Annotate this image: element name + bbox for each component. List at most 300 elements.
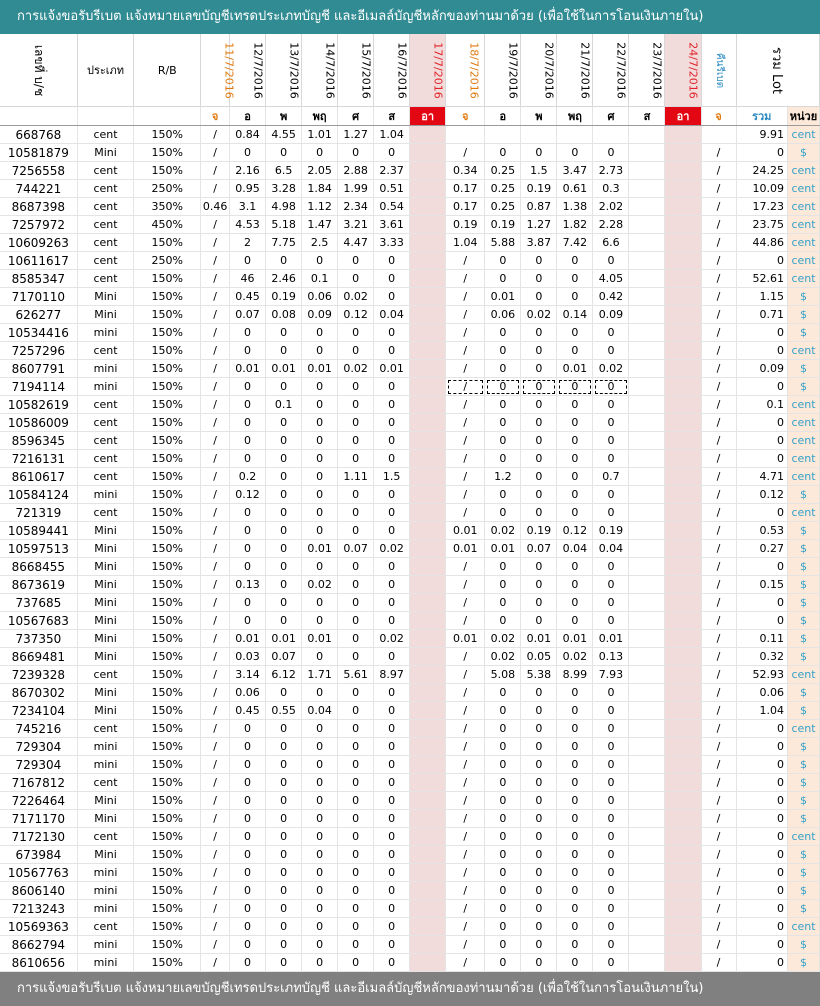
lot-cell[interactable]: 0.01 <box>266 360 302 378</box>
lot-cell[interactable]: 4.55 <box>266 126 302 144</box>
lot-cell[interactable]: 0 <box>485 504 521 522</box>
lot-cell[interactable] <box>629 774 665 792</box>
lot-cell[interactable]: 0.02 <box>485 648 521 666</box>
rebate-percent-cell[interactable]: 150% <box>134 630 201 648</box>
unit-cell[interactable]: $ <box>787 288 819 306</box>
lot-cell[interactable]: 0 <box>557 450 593 468</box>
lot-cell[interactable]: 0.06 <box>485 306 521 324</box>
lot-cell[interactable]: 2.34 <box>338 198 374 216</box>
date-header-10[interactable] <box>521 34 557 107</box>
lot-cell[interactable]: 0 <box>521 270 557 288</box>
lot-cell[interactable] <box>410 954 446 972</box>
total-lot-cell[interactable]: 0 <box>736 936 787 954</box>
lot-cell[interactable]: 0 <box>302 522 338 540</box>
lot-cell[interactable]: 0 <box>302 414 338 432</box>
unit-cell[interactable]: cent <box>787 234 819 252</box>
lot-cell[interactable]: 0.02 <box>485 522 521 540</box>
lot-cell[interactable]: 0 <box>374 270 410 288</box>
lot-cell[interactable]: 0 <box>557 594 593 612</box>
account-type-cell[interactable]: mini <box>77 900 134 918</box>
lot-cell[interactable] <box>665 360 701 378</box>
lot-cell[interactable]: 0 <box>593 504 629 522</box>
total-lot-cell[interactable]: 23.75 <box>736 216 787 234</box>
unit-cell[interactable]: $ <box>787 810 819 828</box>
lot-cell[interactable]: 0 <box>374 702 410 720</box>
lot-cell[interactable]: 0 <box>557 486 593 504</box>
lot-cell[interactable]: / <box>446 774 485 792</box>
lot-cell[interactable] <box>629 324 665 342</box>
lot-cell[interactable]: 0 <box>593 792 629 810</box>
unit-cell[interactable]: $ <box>787 648 819 666</box>
lot-cell[interactable]: 7.75 <box>266 234 302 252</box>
lot-cell[interactable]: 1.82 <box>557 216 593 234</box>
lot-cell[interactable] <box>629 792 665 810</box>
lot-cell[interactable]: 0 <box>230 900 266 918</box>
lot-cell[interactable] <box>410 270 446 288</box>
lot-cell[interactable]: 0 <box>338 342 374 360</box>
lot-cell[interactable] <box>410 882 446 900</box>
lot-cell[interactable]: / <box>201 612 230 630</box>
lot-cell[interactable]: 5.61 <box>338 666 374 684</box>
account-number-cell[interactable]: 7172130 <box>0 828 77 846</box>
lot-cell[interactable]: / <box>201 792 230 810</box>
total-lot-cell[interactable]: 0 <box>736 252 787 270</box>
unit-cell[interactable]: $ <box>787 540 819 558</box>
lot-cell[interactable]: 0 <box>485 846 521 864</box>
account-type-cell[interactable]: Mini <box>77 306 134 324</box>
lot-cell[interactable]: / <box>701 882 736 900</box>
total-lot-cell[interactable]: 1.15 <box>736 288 787 306</box>
lot-cell[interactable]: 0 <box>338 576 374 594</box>
unit-cell[interactable]: $ <box>787 738 819 756</box>
lot-cell[interactable]: / <box>201 702 230 720</box>
lot-cell[interactable]: 0 <box>302 648 338 666</box>
account-type-cell[interactable]: Mini <box>77 648 134 666</box>
account-type-cell[interactable]: cent <box>77 720 134 738</box>
lot-cell[interactable]: / <box>201 918 230 936</box>
unit-cell[interactable]: cent <box>787 666 819 684</box>
account-number-cell[interactable]: 10584124 <box>0 486 77 504</box>
lot-cell[interactable]: 0 <box>230 774 266 792</box>
lot-cell[interactable]: 0.13 <box>230 576 266 594</box>
lot-cell[interactable] <box>665 936 701 954</box>
lot-cell[interactable]: 0 <box>230 396 266 414</box>
table-row[interactable] <box>0 954 820 972</box>
account-type-cell[interactable]: cent <box>77 234 134 252</box>
account-number-cell[interactable]: 7171170 <box>0 810 77 828</box>
lot-cell[interactable]: / <box>701 324 736 342</box>
lot-cell[interactable] <box>665 252 701 270</box>
table-row[interactable] <box>0 756 820 774</box>
rebate-percent-cell[interactable]: 150% <box>134 738 201 756</box>
lot-cell[interactable] <box>629 504 665 522</box>
lot-cell[interactable]: 0 <box>374 324 410 342</box>
lot-cell[interactable] <box>629 648 665 666</box>
lot-cell[interactable]: 0 <box>374 486 410 504</box>
lot-cell[interactable]: / <box>446 900 485 918</box>
lot-cell[interactable] <box>629 450 665 468</box>
lot-cell[interactable]: 0 <box>302 432 338 450</box>
total-lot-cell[interactable]: 0.1 <box>736 396 787 414</box>
rebate-percent-cell[interactable]: 150% <box>134 576 201 594</box>
lot-cell[interactable]: 0 <box>230 522 266 540</box>
lot-cell[interactable]: 0.45 <box>230 288 266 306</box>
account-number-cell[interactable]: 7194114 <box>0 378 77 396</box>
lot-cell[interactable]: 0 <box>302 738 338 756</box>
lot-cell[interactable] <box>665 270 701 288</box>
lot-cell[interactable]: 0 <box>338 414 374 432</box>
lot-cell[interactable]: 3.28 <box>266 180 302 198</box>
lot-cell[interactable]: 0 <box>266 414 302 432</box>
date-header-5[interactable] <box>338 34 374 107</box>
lot-cell[interactable] <box>410 702 446 720</box>
lot-cell[interactable]: 0 <box>374 792 410 810</box>
lot-cell[interactable]: 0 <box>266 468 302 486</box>
lot-cell[interactable]: / <box>201 954 230 972</box>
lot-cell[interactable]: / <box>201 270 230 288</box>
lot-cell[interactable]: 2.28 <box>593 216 629 234</box>
lot-cell[interactable]: / <box>201 648 230 666</box>
lot-cell[interactable]: / <box>446 558 485 576</box>
lot-cell[interactable]: / <box>446 612 485 630</box>
account-header[interactable]: เลขที่ บ/ช <box>0 34 77 107</box>
lot-cell[interactable]: 3.87 <box>521 234 557 252</box>
total-lot-cell[interactable]: 0.71 <box>736 306 787 324</box>
lot-cell[interactable] <box>629 756 665 774</box>
unit-cell[interactable]: cent <box>787 252 819 270</box>
account-number-cell[interactable]: 10582619 <box>0 396 77 414</box>
lot-cell[interactable]: 0 <box>230 342 266 360</box>
table-row[interactable] <box>0 900 820 918</box>
account-type-cell[interactable]: Mini <box>77 522 134 540</box>
table-row[interactable] <box>0 198 820 216</box>
unit-cell[interactable]: $ <box>787 954 819 972</box>
lot-cell[interactable] <box>410 162 446 180</box>
lot-cell[interactable] <box>629 252 665 270</box>
lot-cell[interactable]: 0 <box>557 792 593 810</box>
lot-cell[interactable]: 0 <box>593 450 629 468</box>
lot-cell[interactable]: 0 <box>230 954 266 972</box>
lot-cell[interactable]: 0 <box>302 486 338 504</box>
total-lot-cell[interactable]: 0 <box>736 882 787 900</box>
lot-cell[interactable]: 0 <box>338 594 374 612</box>
table-row[interactable] <box>0 468 820 486</box>
rebate-percent-cell[interactable]: 150% <box>134 486 201 504</box>
total-lot-cell[interactable]: 0.12 <box>736 486 787 504</box>
account-number-cell[interactable]: 10589441 <box>0 522 77 540</box>
lot-cell[interactable]: 0 <box>302 594 338 612</box>
lot-cell[interactable]: 0 <box>338 774 374 792</box>
lot-cell[interactable]: 0 <box>593 720 629 738</box>
lot-cell[interactable]: 0 <box>374 288 410 306</box>
lot-cell[interactable]: 0 <box>521 900 557 918</box>
lot-cell[interactable] <box>410 936 446 954</box>
lot-cell[interactable]: 0 <box>338 378 374 396</box>
lot-cell[interactable]: 0 <box>266 612 302 630</box>
unit-cell[interactable]: cent <box>787 414 819 432</box>
account-type-cell[interactable]: mini <box>77 864 134 882</box>
lot-cell[interactable]: 0.07 <box>230 306 266 324</box>
lot-cell[interactable]: 4.98 <box>266 198 302 216</box>
lot-cell[interactable] <box>665 594 701 612</box>
lot-cell[interactable]: 0 <box>302 378 338 396</box>
lot-cell[interactable]: 0 <box>302 252 338 270</box>
lot-cell[interactable]: 0 <box>374 774 410 792</box>
lot-cell[interactable] <box>629 576 665 594</box>
total-lot-cell[interactable]: 4.71 <box>736 468 787 486</box>
lot-cell[interactable] <box>665 234 701 252</box>
lot-cell[interactable]: 0 <box>521 252 557 270</box>
lot-cell[interactable]: 0 <box>230 846 266 864</box>
total-lot-cell[interactable]: 0 <box>736 900 787 918</box>
lot-cell[interactable]: / <box>201 378 230 396</box>
lot-cell[interactable]: / <box>446 144 485 162</box>
unit-cell[interactable]: $ <box>787 306 819 324</box>
total-lot-cell[interactable]: 0.53 <box>736 522 787 540</box>
lot-cell[interactable]: 0.61 <box>557 180 593 198</box>
lot-cell[interactable] <box>410 180 446 198</box>
lot-cell[interactable]: 0 <box>521 360 557 378</box>
lot-cell[interactable] <box>665 486 701 504</box>
table-row[interactable] <box>0 486 820 504</box>
lot-cell[interactable]: 0.04 <box>374 306 410 324</box>
lot-cell[interactable]: 0 <box>230 558 266 576</box>
lot-cell[interactable]: 0 <box>374 594 410 612</box>
lot-cell[interactable]: / <box>201 900 230 918</box>
lot-cell[interactable]: 0 <box>302 936 338 954</box>
lot-cell[interactable]: / <box>701 198 736 216</box>
lot-cell[interactable]: 0.19 <box>266 288 302 306</box>
table-row[interactable] <box>0 666 820 684</box>
lot-cell[interactable] <box>665 900 701 918</box>
lot-cell[interactable]: 0.3 <box>593 180 629 198</box>
lot-cell[interactable]: / <box>201 414 230 432</box>
lot-cell[interactable]: 0 <box>266 540 302 558</box>
lot-cell[interactable] <box>665 540 701 558</box>
lot-cell[interactable]: 0 <box>521 558 557 576</box>
account-number-cell[interactable]: 668768 <box>0 126 77 144</box>
account-type-cell[interactable]: cent <box>77 918 134 936</box>
lot-cell[interactable]: 0 <box>338 810 374 828</box>
unit-cell[interactable]: $ <box>787 846 819 864</box>
lot-cell[interactable]: 0.14 <box>557 306 593 324</box>
account-number-cell[interactable]: 8607791 <box>0 360 77 378</box>
lot-cell[interactable] <box>629 216 665 234</box>
rebate-percent-cell[interactable]: 150% <box>134 126 201 144</box>
lot-cell[interactable]: 0 <box>593 864 629 882</box>
lot-cell[interactable]: / <box>201 486 230 504</box>
lot-cell[interactable]: 0 <box>557 468 593 486</box>
lot-cell[interactable]: 0.01 <box>593 630 629 648</box>
lot-cell[interactable]: / <box>446 594 485 612</box>
lot-cell[interactable]: 0 <box>374 522 410 540</box>
account-type-cell[interactable]: Mini <box>77 558 134 576</box>
lot-cell[interactable]: 0 <box>266 828 302 846</box>
lot-cell[interactable]: / <box>701 144 736 162</box>
lot-cell[interactable]: 0 <box>230 918 266 936</box>
lot-cell[interactable]: 0 <box>266 558 302 576</box>
date-header-4[interactable] <box>302 34 338 107</box>
lot-cell[interactable]: / <box>701 252 736 270</box>
lot-cell[interactable]: 0 <box>557 846 593 864</box>
lot-cell[interactable] <box>410 828 446 846</box>
lot-cell[interactable]: 1.2 <box>485 468 521 486</box>
account-number-cell[interactable]: 737685 <box>0 594 77 612</box>
lot-cell[interactable]: 0 <box>593 954 629 972</box>
lot-cell[interactable] <box>629 342 665 360</box>
lot-cell[interactable]: 0 <box>485 828 521 846</box>
table-row[interactable] <box>0 684 820 702</box>
lot-cell[interactable]: / <box>201 288 230 306</box>
total-lot-cell[interactable]: 0.09 <box>736 360 787 378</box>
lot-cell[interactable]: 0 <box>266 432 302 450</box>
table-row[interactable] <box>0 324 820 342</box>
lot-cell[interactable]: / <box>201 864 230 882</box>
lot-cell[interactable]: 0 <box>593 144 629 162</box>
lot-cell[interactable]: 0 <box>374 648 410 666</box>
lot-cell[interactable]: / <box>201 504 230 522</box>
lot-cell[interactable]: 0 <box>230 612 266 630</box>
lot-cell[interactable]: 0.01 <box>374 360 410 378</box>
account-number-cell[interactable]: 7234104 <box>0 702 77 720</box>
lot-cell[interactable]: 1.5 <box>521 162 557 180</box>
lot-cell[interactable]: 0 <box>266 378 302 396</box>
lot-cell[interactable]: / <box>701 576 736 594</box>
lot-cell[interactable]: / <box>446 468 485 486</box>
lot-cell[interactable]: / <box>446 450 485 468</box>
lot-cell[interactable]: 0 <box>557 270 593 288</box>
lot-cell[interactable]: / <box>701 288 736 306</box>
rebate-percent-cell[interactable]: 150% <box>134 882 201 900</box>
lot-cell[interactable]: 0 <box>557 504 593 522</box>
lot-cell[interactable]: 0 <box>521 342 557 360</box>
lot-cell[interactable] <box>665 342 701 360</box>
table-row[interactable] <box>0 648 820 666</box>
total-lot-cell[interactable]: 0 <box>736 846 787 864</box>
lot-cell[interactable]: / <box>446 576 485 594</box>
lot-cell[interactable]: 4.53 <box>230 216 266 234</box>
table-row[interactable] <box>0 936 820 954</box>
lot-cell[interactable]: 0 <box>374 450 410 468</box>
unit-cell[interactable]: cent <box>787 198 819 216</box>
total-lot-cell[interactable]: 0 <box>736 144 787 162</box>
account-type-cell[interactable]: mini <box>77 738 134 756</box>
lot-cell[interactable]: / <box>701 360 736 378</box>
rebate-percent-cell[interactable]: 150% <box>134 144 201 162</box>
account-type-cell[interactable]: mini <box>77 324 134 342</box>
lot-cell[interactable]: 0 <box>521 864 557 882</box>
lot-cell[interactable]: 0 <box>521 594 557 612</box>
lot-cell[interactable]: 0 <box>557 882 593 900</box>
account-number-cell[interactable]: 7257972 <box>0 216 77 234</box>
table-row[interactable] <box>0 306 820 324</box>
lot-cell[interactable]: 6.5 <box>266 162 302 180</box>
total-lot-cell[interactable]: 0 <box>736 720 787 738</box>
unit-cell[interactable]: $ <box>787 576 819 594</box>
rebate-percent-cell[interactable]: 150% <box>134 702 201 720</box>
lot-cell[interactable] <box>410 720 446 738</box>
lot-cell[interactable]: 0 <box>266 846 302 864</box>
table-row[interactable] <box>0 378 820 396</box>
lot-cell[interactable]: / <box>701 900 736 918</box>
lot-cell[interactable]: 1.12 <box>302 198 338 216</box>
lot-cell[interactable]: 0 <box>374 396 410 414</box>
lot-cell[interactable]: / <box>701 162 736 180</box>
lot-cell[interactable] <box>410 810 446 828</box>
lot-cell[interactable] <box>410 792 446 810</box>
lot-cell[interactable]: 0 <box>266 252 302 270</box>
lot-cell[interactable]: 0.19 <box>485 216 521 234</box>
lot-cell[interactable]: 0 <box>557 288 593 306</box>
lot-cell[interactable] <box>665 216 701 234</box>
lot-cell[interactable]: 0 <box>374 756 410 774</box>
lot-cell[interactable] <box>410 450 446 468</box>
lot-cell[interactable]: 0 <box>374 738 410 756</box>
lot-cell[interactable]: / <box>446 270 485 288</box>
lot-cell[interactable]: 0 <box>593 900 629 918</box>
rebate-percent-cell[interactable]: 150% <box>134 540 201 558</box>
unit-cell[interactable]: $ <box>787 900 819 918</box>
lot-cell[interactable] <box>665 738 701 756</box>
lot-cell[interactable] <box>629 288 665 306</box>
lot-cell[interactable]: 1.38 <box>557 198 593 216</box>
lot-cell[interactable]: 0 <box>557 756 593 774</box>
total-lot-cell[interactable]: 0 <box>736 450 787 468</box>
lot-cell[interactable]: / <box>446 918 485 936</box>
lot-cell[interactable]: 0 <box>593 810 629 828</box>
account-type-cell[interactable]: Mini <box>77 810 134 828</box>
lot-cell[interactable]: 0 <box>485 324 521 342</box>
lot-cell[interactable]: 0 <box>521 810 557 828</box>
lot-cell[interactable]: 0 <box>593 378 629 396</box>
lot-cell[interactable]: 0.01 <box>446 630 485 648</box>
lot-cell[interactable] <box>410 522 446 540</box>
lot-cell[interactable]: 0.04 <box>593 540 629 558</box>
lot-cell[interactable] <box>629 486 665 504</box>
lot-cell[interactable] <box>629 144 665 162</box>
account-type-cell[interactable]: cent <box>77 252 134 270</box>
lot-cell[interactable] <box>629 432 665 450</box>
lot-cell[interactable]: 5.18 <box>266 216 302 234</box>
lot-cell[interactable]: 0.7 <box>593 468 629 486</box>
lot-cell[interactable] <box>629 306 665 324</box>
lot-cell[interactable]: 0 <box>521 432 557 450</box>
lot-cell[interactable]: 0 <box>266 450 302 468</box>
lot-cell[interactable] <box>665 774 701 792</box>
lot-cell[interactable]: 0 <box>230 450 266 468</box>
lot-cell[interactable]: 8.97 <box>374 666 410 684</box>
rebate-percent-cell[interactable]: 150% <box>134 810 201 828</box>
lot-cell[interactable]: 0 <box>302 342 338 360</box>
lot-cell[interactable]: 3.1 <box>230 198 266 216</box>
lot-cell[interactable]: 0 <box>230 810 266 828</box>
lot-cell[interactable]: 0 <box>557 954 593 972</box>
lot-cell[interactable]: / <box>701 774 736 792</box>
lot-cell[interactable]: 0 <box>521 612 557 630</box>
lot-cell[interactable]: 0 <box>593 774 629 792</box>
lot-cell[interactable]: 0.01 <box>446 522 485 540</box>
lot-cell[interactable]: 6.6 <box>593 234 629 252</box>
lot-cell[interactable]: / <box>446 846 485 864</box>
table-row[interactable] <box>0 432 820 450</box>
total-lot-cell[interactable]: 10.09 <box>736 180 787 198</box>
lot-cell[interactable]: / <box>201 594 230 612</box>
total-lot-cell[interactable]: 44.86 <box>736 234 787 252</box>
lot-cell[interactable]: 0.1 <box>302 270 338 288</box>
table-row[interactable] <box>0 576 820 594</box>
lot-cell[interactable]: / <box>201 468 230 486</box>
date-header-1[interactable] <box>201 34 236 107</box>
